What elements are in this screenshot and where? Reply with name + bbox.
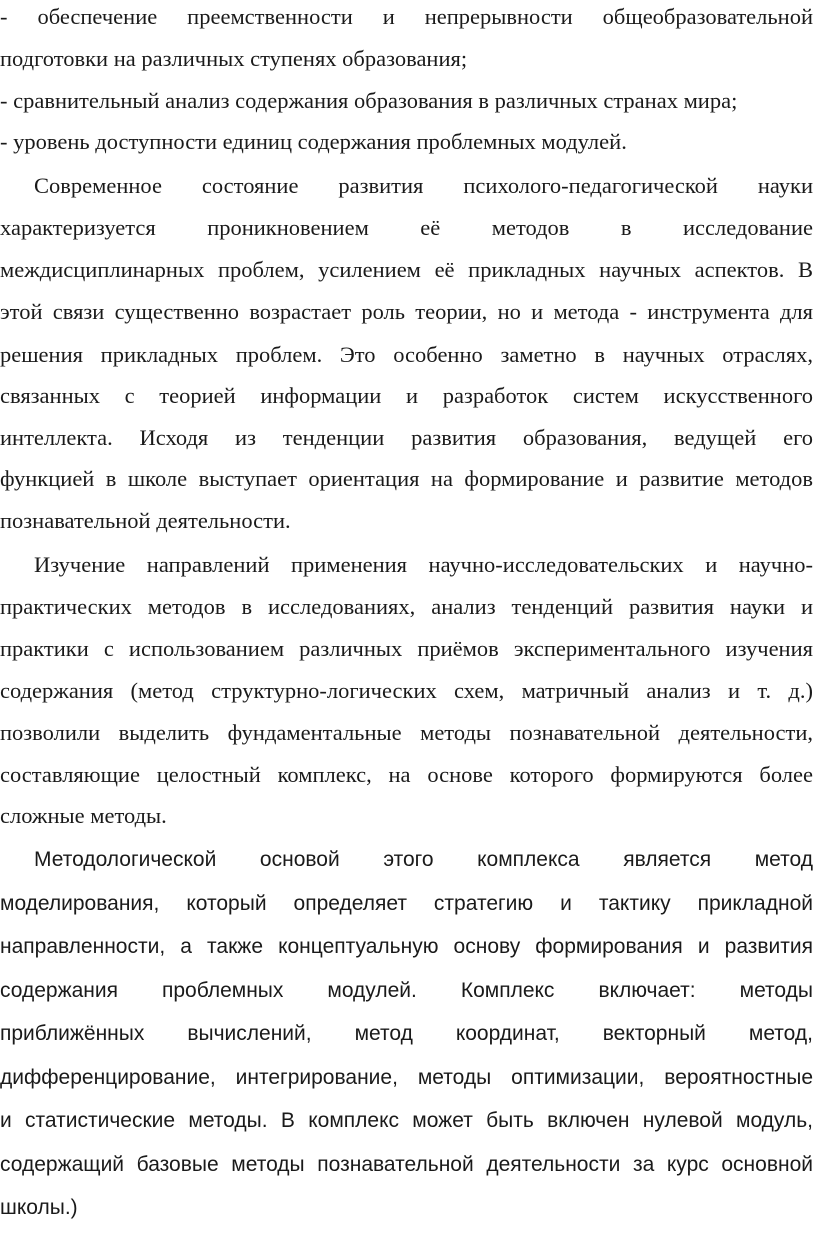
paragraph-1-line-6: связанных с теорией информации и разработок систем искусственного — [0, 383, 813, 408]
paragraph-2-line-3: практики с использованием различных приёмов экспериментального изучения — [0, 636, 813, 661]
paragraph-3-line-6: дифференцирование, интегрирование, методы оптимизации, вероятностные — [0, 1066, 813, 1089]
paragraph-2-line-5: позволили выделить фундаментальные методы познавательной деятельности, — [0, 720, 813, 745]
paragraph-1-line-8: функцией в школе выступает ориентация на формирование и развитие методов — [0, 466, 813, 491]
paragraph-2-line-7: сложные методы. — [0, 803, 167, 828]
paragraph-1-line-5: решения прикладных проблем. Это особенно заметно в научных отраслях, — [0, 342, 813, 367]
list-item-comparative-analysis: - сравнительный анализ содержания образования в различных странах мира; — [0, 88, 738, 113]
paragraph-3-line-7: и статистические методы. В комплекс может быть включен нулевой модуль, — [0, 1109, 813, 1132]
paragraph-2-line-2: практических методов в исследованиях, анализ тенденций развития науки и — [0, 594, 813, 619]
paragraph-1-line-4: этой связи существенно возрастает роль теории, но и метода - инструмента для — [0, 299, 813, 324]
paragraph-1-line-1: Современное состояние развития психолого-педагогической науки — [34, 173, 813, 198]
paragraph-3-line-4: содержания проблемных модулей. Комплекс включает: методы — [0, 979, 813, 1002]
list-item-accessibility-level: - уровень доступности единиц содержания проблемных модулей. — [0, 129, 627, 154]
paragraph-3-line-9: школы.) — [0, 1196, 78, 1219]
list-item-preemstvennost-line-2: подготовки на различных ступенях образования; — [0, 46, 468, 71]
list-item-preemstvennost-line-1: - обеспечение преемственности и непрерывности общеобразовательной — [0, 4, 813, 29]
paragraph-1-line-9: познавательной деятельности. — [0, 508, 291, 533]
paragraph-1-line-2: характеризуется проникновением её методов в исследование — [0, 215, 813, 240]
paragraph-3-line-8: содержащий базовые методы познавательной деятельности за курс основной — [0, 1153, 813, 1176]
paragraph-1-line-3: междисциплинарных проблем, усилением её прикладных научных аспектов. В — [0, 257, 813, 282]
paragraph-3-line-2: моделирования, который определяет стратегию и тактику прикладной — [0, 892, 813, 915]
paragraph-3-line-1: Методологической основой этого комплекса является метод — [34, 848, 813, 871]
paragraph-3-line-3: направленности, а также концептуальную основу формирования и развития — [0, 935, 813, 958]
paragraph-2-line-4: содержания (метод структурно-логических схем, матричный анализ и т. д.) — [0, 678, 813, 703]
paragraph-2-line-1: Изучение направлений применения научно-исследовательских и научно- — [34, 552, 813, 577]
paragraph-3-line-5: приближённых вычислений, метод координат, векторный метод, — [0, 1022, 813, 1045]
paragraph-1-line-7: интеллекта. Исходя из тенденции развития образования, ведущей его — [0, 425, 813, 450]
paragraph-2-line-6: составляющие целостный комплекс, на основе которого формируются более — [0, 762, 813, 787]
